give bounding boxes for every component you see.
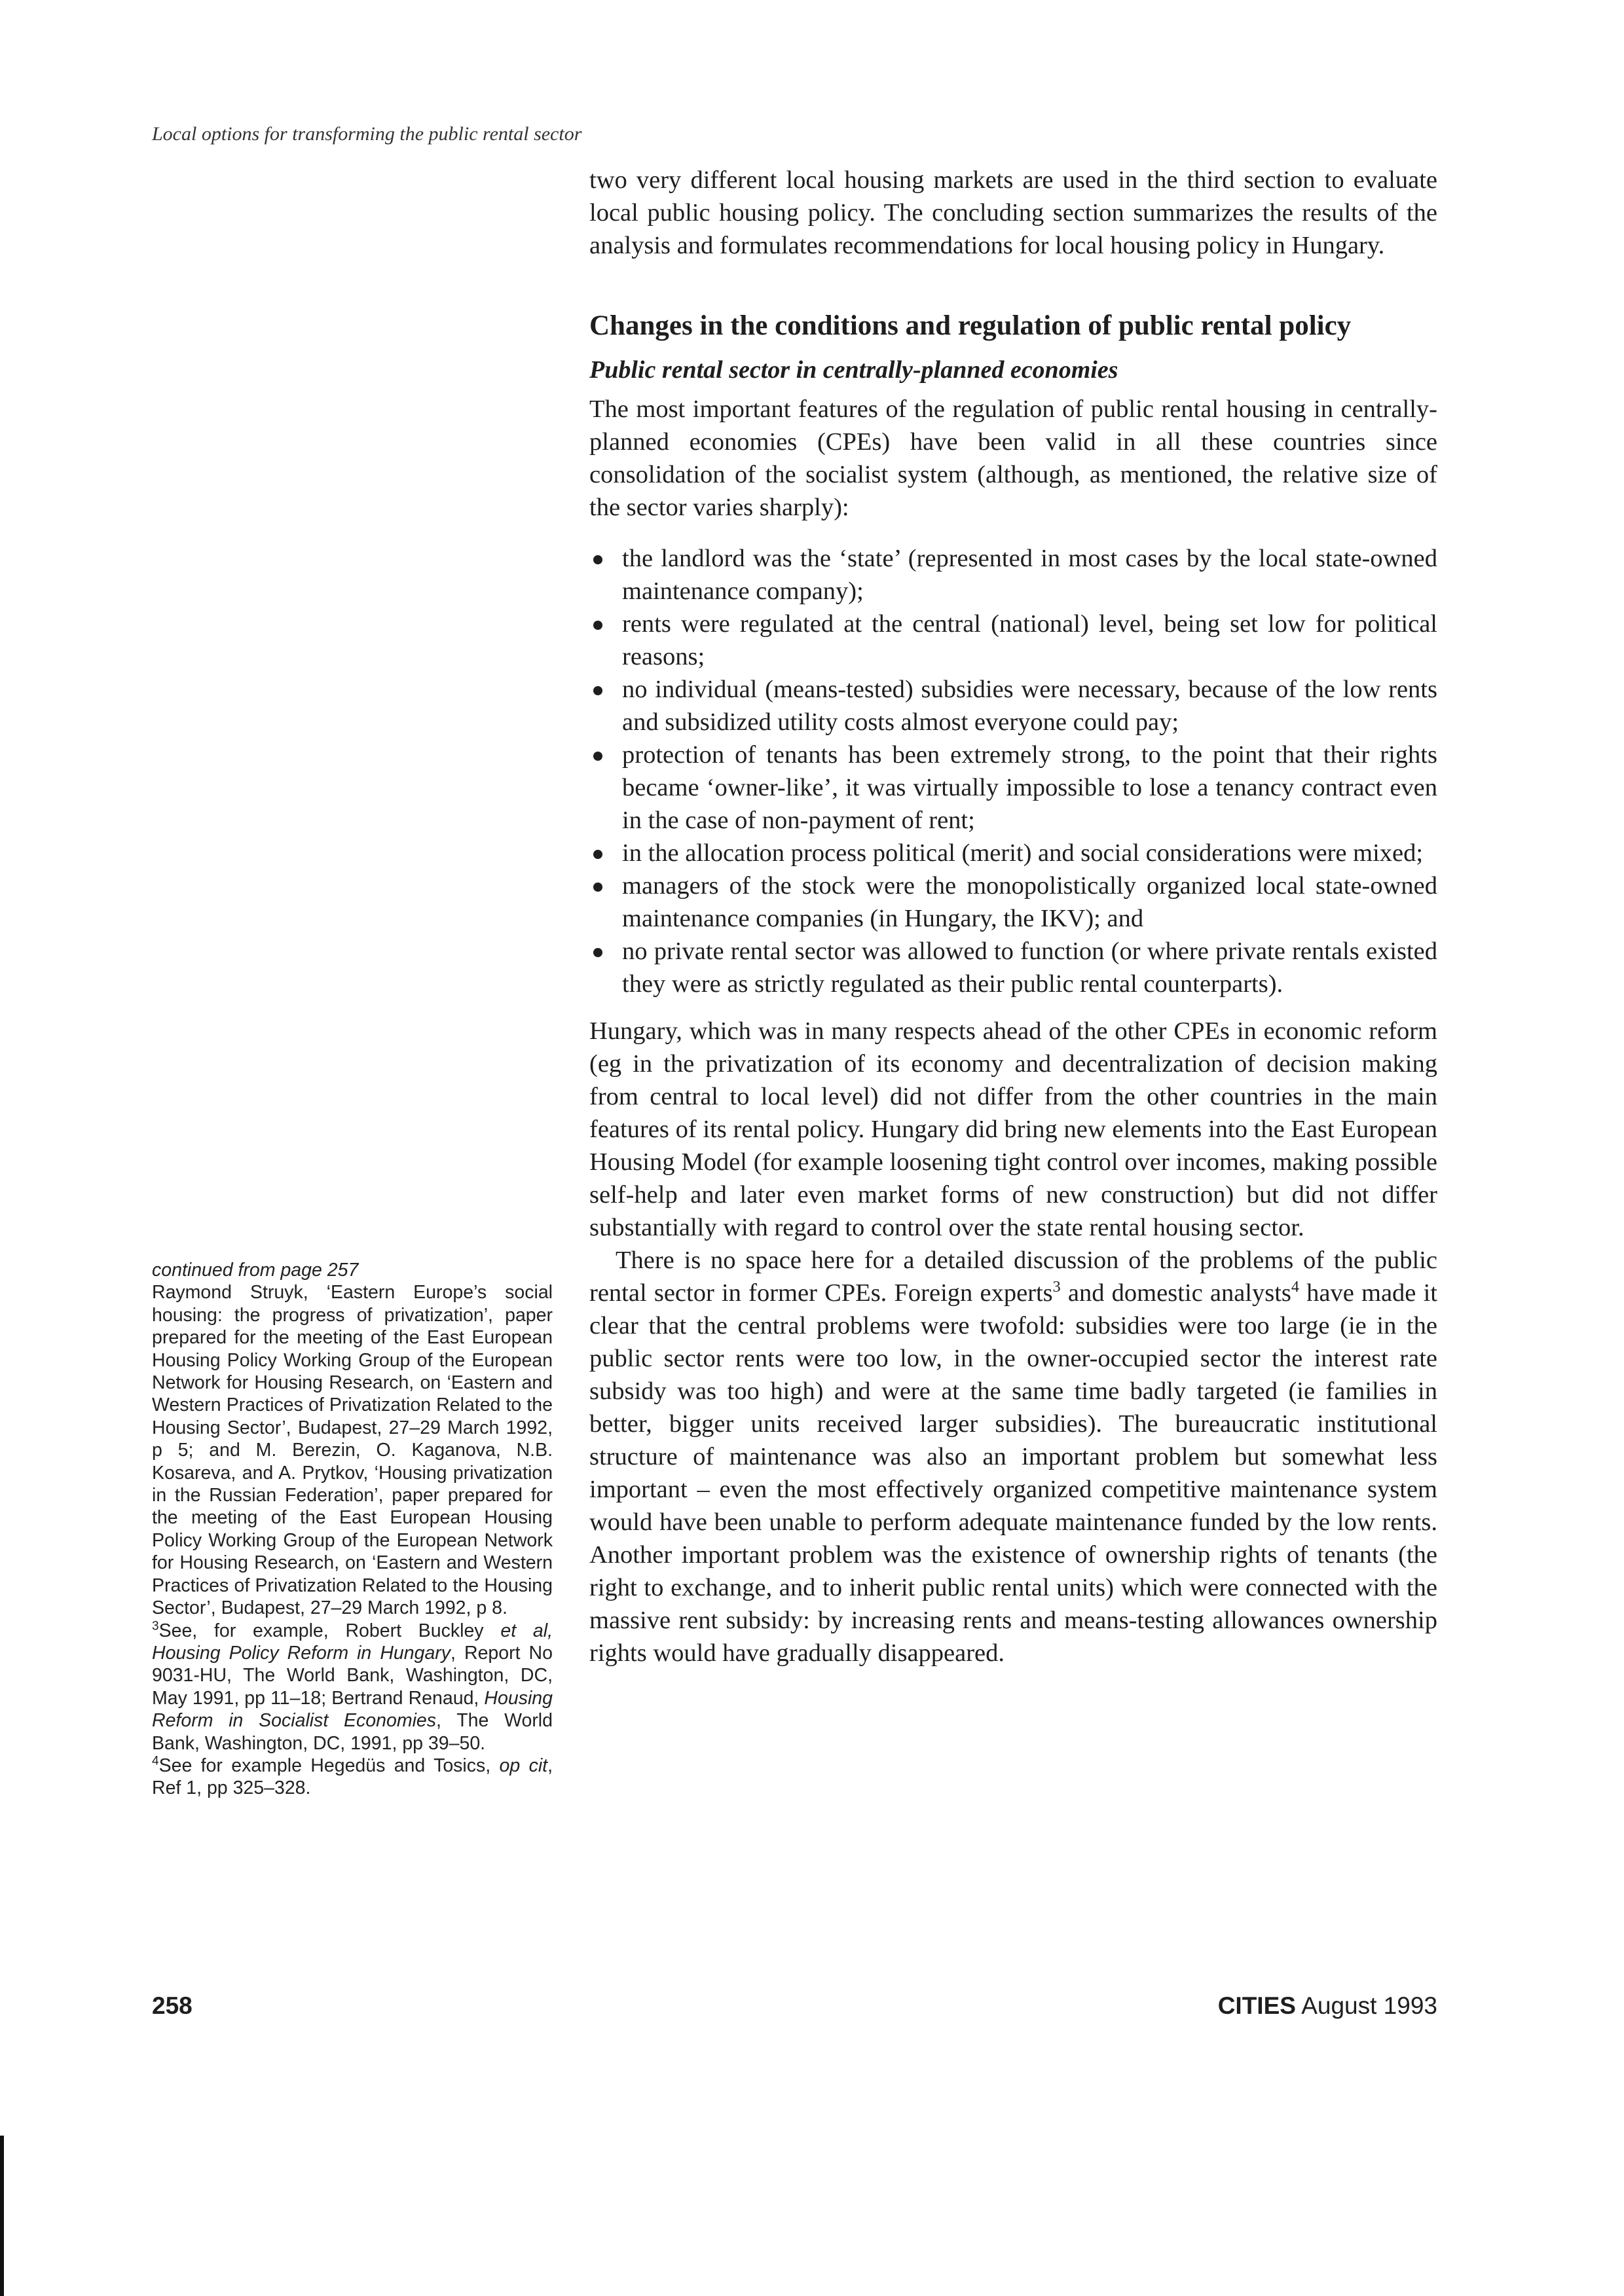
journal-footer: [1185, 1992, 1437, 2020]
bullet-item: no private rental sector was allowed to function (or where private rentals existed they were as strictly regulated as their public rental counterparts).: [589, 935, 1437, 1000]
bullet-item: in the allocation process political (merit) and social considerations were mixed;: [589, 837, 1437, 869]
continued-label: [152, 1259, 553, 1281]
subsection-heading: Public rental sector in centrally-planned economies: [589, 356, 1118, 384]
paragraph-text: There is no space here for a detailed discussion of the problems of the public rental sector in former CPEs. Foreign experts: [589, 1247, 1437, 1307]
footnote-text: See for example Hegedüs and Tosics,: [158, 1755, 500, 1776]
feature-bullet-list: [589, 542, 1437, 1000]
page-number: 258: [152, 1992, 193, 2019]
footnote-text: , Ref 1, pp 325–328.: [152, 1755, 553, 1799]
footnote-text: See, for example, Robert Buckley: [158, 1620, 501, 1641]
footnote-3: [152, 1620, 553, 1755]
continued-label-text: continued from page 257: [152, 1260, 359, 1281]
intro-paragraph: two very different local housing markets are used in the third section to evaluate local public housing policy. The concluding section summarizes the results of the analysis and formulates recommendations for local housing policy in Hungary.: [589, 166, 1437, 259]
footnote-marker: 3: [152, 1619, 159, 1633]
footnote-marker: 4: [152, 1754, 159, 1768]
footnote-ref-4: 4: [1291, 1279, 1299, 1296]
footnote-text: , Report No 9031-HU, The World Bank, Washington, DC, May 1991, pp 11–18; Bertrand Renaud,: [152, 1642, 553, 1709]
running-header: Local options for transforming the public rental sector: [152, 123, 582, 145]
issue-date: August 1993: [1301, 1992, 1437, 2019]
paragraph-text: have made it clear that the central problems were twofold: subsidies were too large (ie in the public sector rents were too low, in the owner-occupied sector the interest rate subsidy was too high) and were at the same time badly targeted (ie families in better, bigger units received larger subsidies). The bureaucratic institutional structure of maintenance was also an important problem but somewhat less important – even the most effectively organized competitive maintenance system would have been unable to perform adequate maintenance funded by the low rents. Another important problem was the existence of ownership rights of tenants (the right to exchange, and to inherit public rental units) which were connected with the massive rent subsidy: by increasing rents and means-testing allowances ownership rights would have gradually disappeared.: [589, 1279, 1437, 1667]
bullet-item: managers of the stock were the monopolistically organized local state-owned maintenance companies (in Hungary, the IKV); and: [589, 869, 1437, 935]
section-heading: Changes in the conditions and regulation of public rental policy: [589, 310, 1352, 341]
scan-edge-mark: [0, 2136, 4, 2296]
footnote-title: et al, Housing Policy Reform in Hungary: [152, 1620, 553, 1664]
footnote-text: , The World Bank, Washington, DC, 1991, pp 39–50.: [152, 1710, 553, 1754]
footnote-4: [152, 1755, 553, 1800]
bullet-item: the landlord was the ‘state’ (represented in most cases by the local state-owned maintenance company);: [589, 542, 1437, 608]
paragraph-text: and domestic analysts: [1060, 1279, 1291, 1307]
footnote-ref-3: 3: [1052, 1279, 1061, 1296]
bullet-item: protection of tenants has been extremely strong, to the point that their rights became ‘owner-like’, it was virtually impossible to lose a tenancy contract even in the case of non-payment of rent;: [589, 738, 1437, 837]
hungary-paragraph: Hungary, which was in many respects ahead of the other CPEs in economic reform (eg in the privatization of its economy and decentralization of decision making from central to local level) did not differ from the other countries in the main features of its rental policy. Hungary did bring new elements into the East European Housing Model (for example loosening tight control over incomes, making possible self-help and later even market forms of new construction) but did not differ substantially with regard to control over the state rental housing sector.: [589, 1017, 1437, 1241]
footnote-2: Raymond Struyk, ‘Eastern Europe’s social housing: the progress of privatization’, paper prepared for the meeting of the East European Housing Policy Working Group of the European Network for Housing Research, on ‘Eastern and Western Practices of Privatization Related to the Housing Sector’, Budapest, 27–29 March 1992, p 5; and M. Berezin, O. Kaganova, N.B. Kosareva, and A. Prytkov, ‘Housing privatization in the Russian Federation’, paper prepared for the meeting of the East European Housing Policy Working Group of the European Network for Housing Research, on ‘Eastern and Western Practices of Privatization Related to the Housing Sector’, Budapest, 27–29 March 1992, p 8.: [152, 1282, 553, 1619]
problems-paragraph: [589, 1244, 1437, 1669]
lead-paragraph: The most important features of the regulation of public rental housing in centrally-planned economies (CPEs) have been valid in all these countries since consolidation of the socialist system (although, as mentioned, the relative size of the sector varies sharply):: [589, 395, 1437, 521]
footnote-title: Housing Reform in Socialist Economies: [152, 1687, 553, 1732]
journal-name: CITIES: [1217, 1992, 1296, 2019]
sidenotes-column: [152, 1259, 553, 1800]
main-text-column: [589, 164, 1437, 1669]
footnote-title: op cit: [499, 1755, 548, 1776]
bullet-item: no individual (means-tested) subsidies were necessary, because of the low rents and subsidized utility costs almost everyone could pay;: [589, 673, 1437, 738]
bullet-item: rents were regulated at the central (national) level, being set low for political reasons;: [589, 608, 1437, 673]
